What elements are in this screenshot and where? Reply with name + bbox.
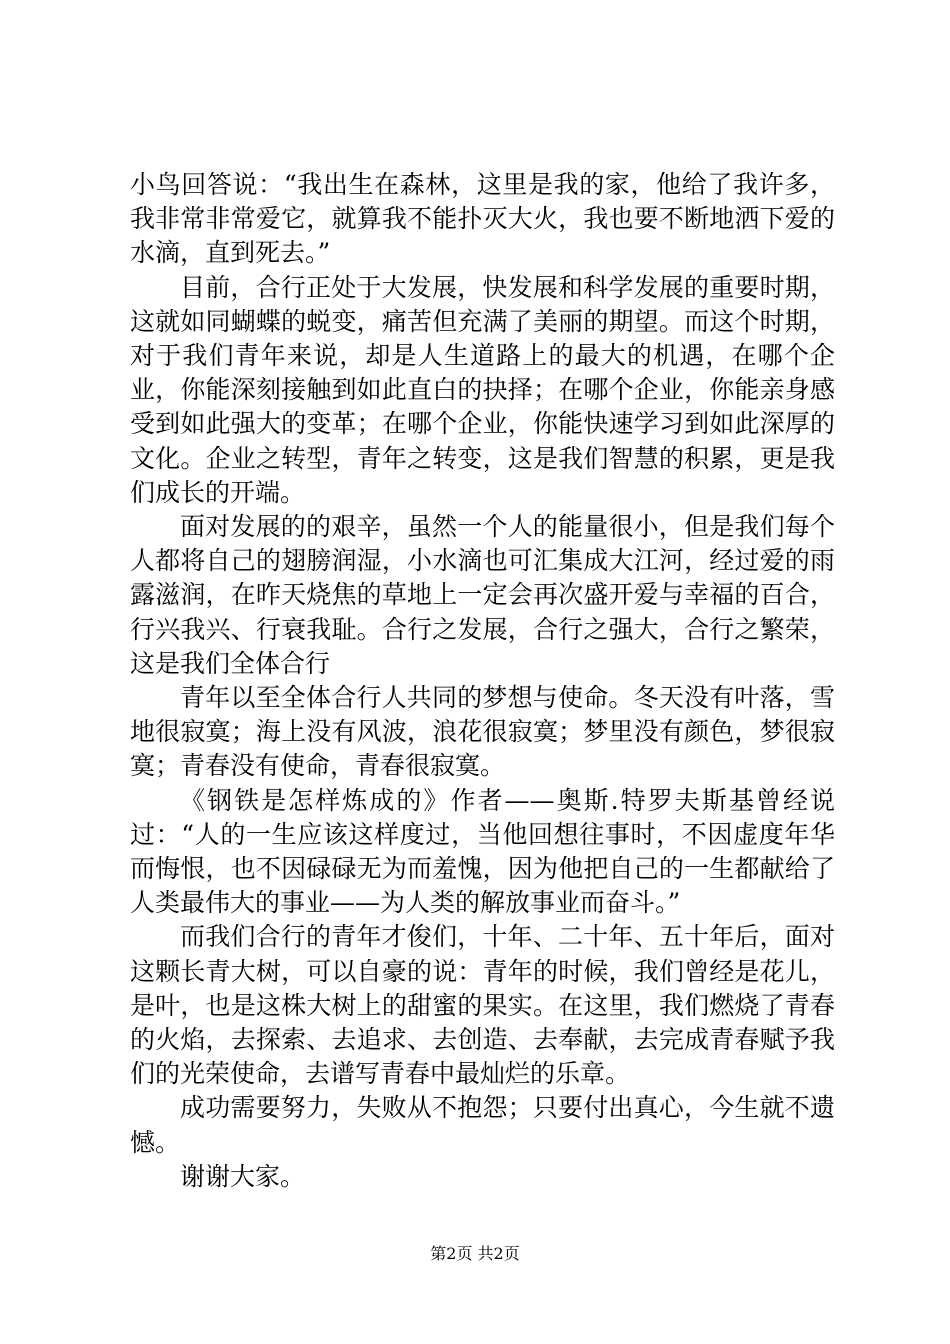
page-footer: 第2页 共2页 (430, 1244, 520, 1263)
paragraph: 而我们合行的青年才俊们，十年、二十年、五十年后，面对这颗长青大树，可以自豪的说：青年的时候，我们曾经是花儿，是叶，也是这株大树上的甜蜜的果实。在这里，我们燃烧了青春的火焰，去探索、去追求、去创造、去奉献，去完成青春赋予我们的光荣使命，去谱写青春中最灿烂的乐章。 (130, 922, 835, 1089)
paragraph: 《钢铁是怎样炼成的》作者——奥斯.特罗夫斯基曾经说过：“人的一生应该这样度过，当他回想往事时，不因虚度年华而悔恨，也不因碌碌无为而羞愧，因为他把自己的一生都献给了人类最伟大的事业——为人类的解放事业而奋斗。” (130, 785, 835, 918)
paragraph: 成功需要努力，失败从不抱怨；只要付出真心，今生就不遗憾。 (130, 1093, 835, 1157)
paragraph: 谢谢大家。 (180, 1161, 306, 1191)
paragraph: 小鸟回答说：“我出生在森林，这里是我的家，他给了我许多，我非常非常爱它，就算我不能扑灭大火，我也要不断地洒下爱的水滴，直到死去。” (130, 170, 835, 268)
paragraph: 面对发展的的艰辛，虽然一个人的能量很小，但是我们每个人都将自己的翅膀润湿，小水滴也可汇集成大江河，经过爱的雨露滋润，在昨天烧焦的草地上一定会再次盛开爱与幸福的百合，行兴我兴、行衰我耻。合行之发展，合行之强大，合行之繁荣，这是我们全体合行 (130, 512, 835, 678)
document-body (130, 168, 835, 1194)
paragraph: 青年以至全体合行人共同的梦想与使命。冬天没有叶落，雪地很寂寞；海上没有风波，浪花很寂寞；梦里没有颜色，梦很寂寞；青春没有使命，青春很寂寞。 (130, 683, 835, 781)
paragraph: 目前，合行正处于大发展，快发展和科学发展的重要时期，这就如同蝴蝶的蜕变，痛苦但充满了美丽的期望。而这个时期，对于我们青年来说，却是人生道路上的最大的机遇，在哪个企业，你能深刻接触到如此直白的抉择；在哪个企业，你能亲身感受到如此强大的变革；在哪个企业，你能快速学习到如此深厚的文化。企业之转型，青年之转变，这是我们智慧的积累，更是我们成长的开端。 (130, 272, 835, 507)
